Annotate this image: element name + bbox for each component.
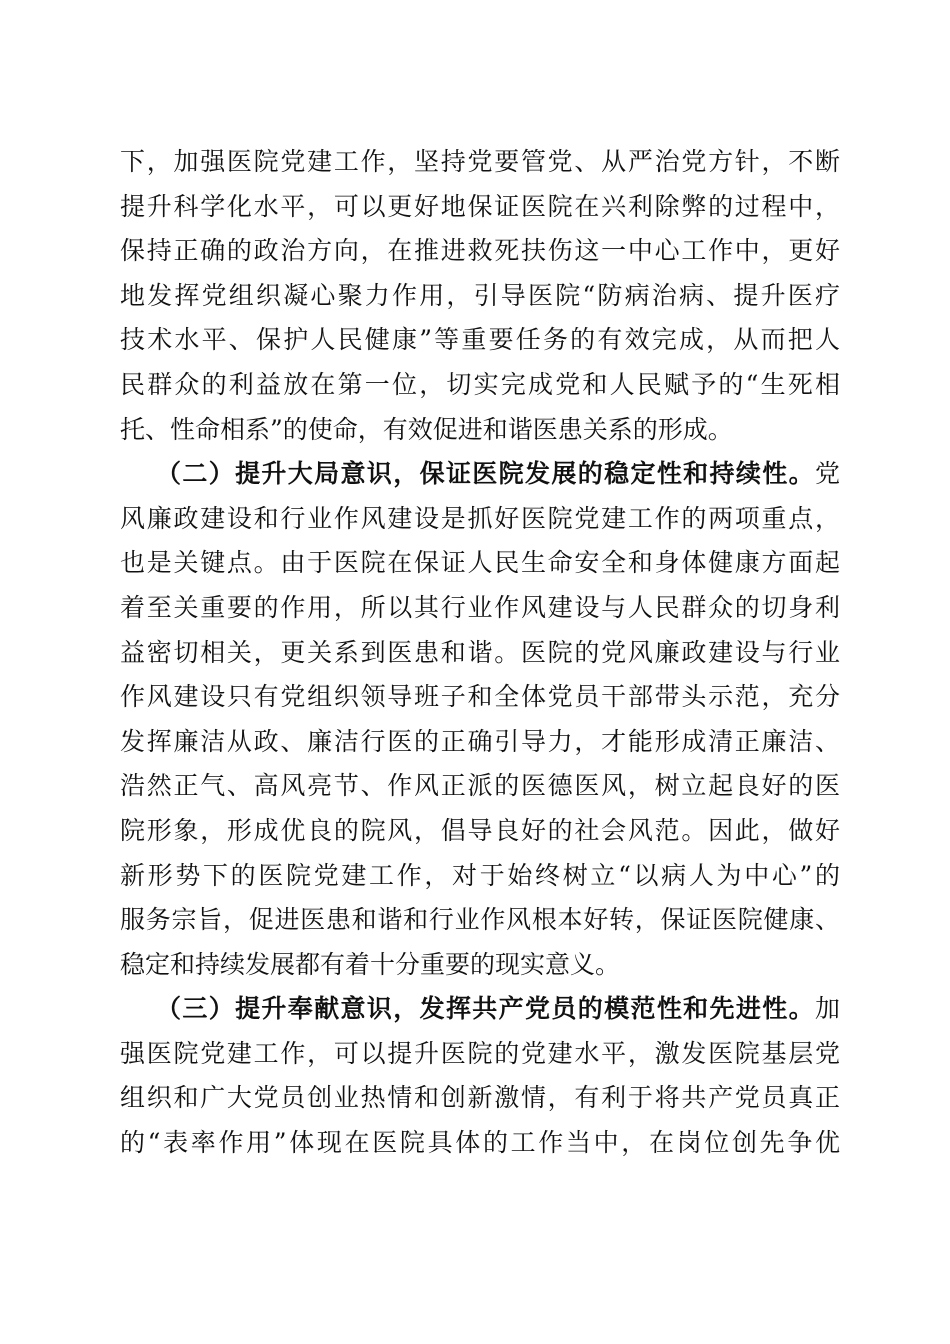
paragraph-line: 浩然正气、高风亮节、作风正派的医德医风，树立起良好的医	[120, 771, 840, 801]
paragraph-line: 着至关重要的作用，所以其行业作风建设与人民群众的切身利	[120, 592, 840, 622]
paragraph-line: 下，加强医院党建工作，坚持党要管党、从严治党方针，不断	[120, 147, 840, 176]
paragraph-2	[120, 452, 840, 987]
paragraph-line: 的“表率作用”体现在医院具体的工作当中，在岗位创先争优	[120, 1128, 840, 1158]
paragraph-line: 强医院党建工作，可以提升医院的党建水平，激发医院基层党	[120, 1038, 840, 1068]
paragraph-line: 风廉政建设和行业作风建设是抓好医院党建工作的两项重点，	[120, 503, 840, 533]
paragraph-line: 地发挥党组织凝心聚力作用，引导医院“防病治病、提升医疗	[120, 280, 840, 310]
paragraph-line: 提升科学化水平，可以更好地保证医院在兴利除弊的过程中，	[120, 191, 840, 221]
document-body	[120, 140, 840, 1166]
paragraph-first-line	[120, 452, 840, 497]
section-heading-2: （二）提升大局意识，保证医院发展的稳定性和持续性。	[156, 459, 815, 489]
paragraph-text: 党	[814, 459, 840, 489]
paragraph-3	[120, 987, 840, 1165]
paragraph-line: 益密切相关，更关系到医患和谐。医院的党风廉政建设与行业	[120, 637, 840, 667]
paragraph-line: 组织和广大党员创业热情和创新激情，有利于将共产党员真正	[120, 1083, 840, 1113]
paragraph-line: 新形势下的医院党建工作，对于始终树立“以病人为中心”的	[120, 860, 840, 890]
paragraph-line: 技术水平、保护人民健康”等重要任务的有效完成，从而把人	[120, 325, 840, 355]
paragraph-line: 保持正确的政治方向，在推进救死扶伤这一中心工作中，更好	[120, 236, 840, 266]
paragraph-line: 稳定和持续发展都有着十分重要的现实意义。	[120, 949, 621, 979]
paragraph-line: 院形象，形成优良的院风，倡导良好的社会风范。因此，做好	[120, 815, 840, 845]
paragraph-line: 民群众的利益放在第一位，切实完成党和人民赋予的“生死相	[120, 369, 840, 399]
section-heading-3: （三）提升奉献意识，发挥共产党员的模范性和先进性。	[156, 994, 815, 1024]
paragraph-text: 加	[814, 994, 840, 1024]
paragraph-line: 作风建设只有党组织领导班子和全体党员干部带头示范，充分	[120, 682, 840, 712]
paragraph-line: 服务宗旨，促进医患和谐和行业作风根本好转，保证医院健康、	[120, 905, 840, 935]
paragraph-line: 也是关键点。由于医院在保证人民生命安全和身体健康方面起	[120, 548, 840, 578]
paragraph-1	[120, 140, 840, 452]
paragraph-line: 托、性命相系”的使命，有效促进和谐医患关系的形成。	[120, 414, 733, 444]
paragraph-line: 发挥廉洁从政、廉洁行医的正确引导力，才能形成清正廉洁、	[120, 726, 840, 756]
paragraph-first-line	[120, 987, 840, 1032]
